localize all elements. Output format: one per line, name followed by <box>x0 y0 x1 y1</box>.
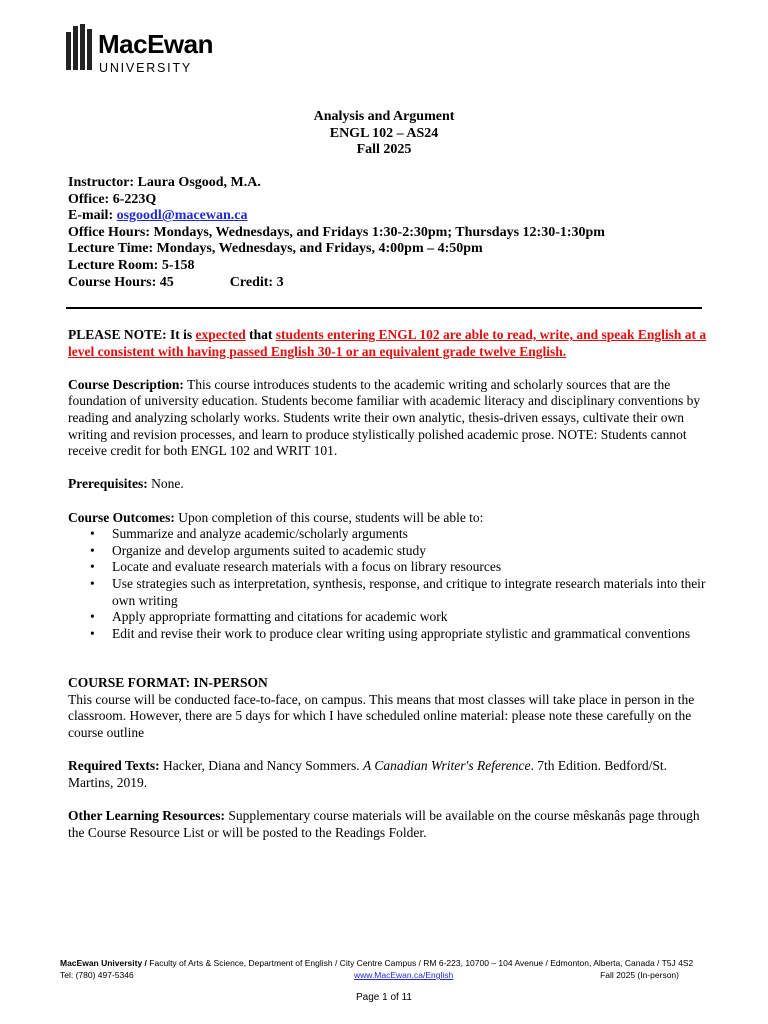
please-note <box>68 327 708 360</box>
list-item <box>90 542 708 560</box>
course-title: Analysis and Argument <box>313 109 455 124</box>
course-header <box>0 109 768 159</box>
page-number <box>0 992 768 1003</box>
footer-term: Fall 2025 (In-person) <box>600 970 679 980</box>
texts-after: . 7th Edition. Bedford/St. Martins, 2019. <box>68 758 668 790</box>
outcome-text: Edit and revise their work to produce clear writing using appropriate stylistic and grammatical conventions <box>112 625 691 641</box>
footer-address: Faculty of Arts & Science, Department of English / City Centre Campus / RM 6-223, 10700 – 104 Avenue / Edmonton, Alberta, Canada / T5J 4S2 <box>146 958 694 968</box>
instructor: Instructor: Laura Osgood, M.A. <box>68 175 261 190</box>
footer-contact-line <box>60 969 710 981</box>
outcomes-label: Course Outcomes: <box>68 509 175 525</box>
resources-text: Supplementary course materials will be available on the course mêskanâs page through the Course Resource List or will be posted to the Readings Folder. <box>68 808 700 840</box>
bullet-icon: • <box>90 575 95 591</box>
footer-website-link[interactable]: www.MacEwan.ca/English <box>354 970 454 980</box>
outcome-text: Organize and develop arguments suited to academic study <box>112 542 427 558</box>
prerequisites <box>68 476 708 493</box>
page-total: 11 <box>401 992 412 1003</box>
course-format-text: This course will be conducted face-to-face, on campus. This means that most classes will take place in person in the classroom. However, there are 5 days for which I have scheduled online material: please note these carefully on the course outline <box>68 691 695 741</box>
outcome-text: Use strategies such as interpretation, synthesis, response, and critique to integrate research materials into their own writing <box>112 575 706 608</box>
course-outcomes <box>68 510 708 527</box>
description-text: This course introduces students to the academic writing and scholarly sources that are the foundation of university education. Students become familiar with academic literacy and disciplinary conventions by reading and analyzing scholarly works. Students write their own analytic, thesis-driven essays, cultivate their own writing and revision processes, and learn to produce stylistically polished academic prose. NOTE: Students cannot receive credit for both ENGL 102 and WRIT 101. <box>68 376 701 459</box>
list-item <box>90 559 708 576</box>
outcome-text: Apply appropriate formatting and citations for academic work <box>112 609 448 625</box>
prerequisites-text: None. <box>147 476 184 492</box>
texts-title: A Canadian Writer's Reference <box>363 758 531 774</box>
logo-wordmark: MacEwan <box>98 29 213 59</box>
email-label: E-mail: <box>68 208 114 224</box>
note-lead: PLEASE NOTE: It is <box>68 327 196 342</box>
course-hours: Course Hours: 45 <box>68 274 174 290</box>
course-term: Fall 2025 <box>356 142 412 157</box>
texts-before: Hacker, Diana and Nancy Sommers. <box>159 758 364 774</box>
list-item <box>90 575 708 609</box>
bullet-icon: • <box>90 609 95 625</box>
macewan-logo <box>66 24 216 76</box>
prerequisites-label: Prerequisites: <box>68 476 148 492</box>
bullet-icon: • <box>90 625 95 641</box>
lecture-time: Lecture Time: Mondays, Wednesdays, and Fridays, 4:00pm – 4:50pm <box>68 241 483 257</box>
course-info <box>68 175 605 291</box>
note-that: that <box>245 327 276 342</box>
email-link[interactable]: osgoodl@macewan.ca <box>116 208 248 224</box>
page-footer <box>60 957 710 981</box>
resources-label: Other Learning Resources: <box>68 808 225 824</box>
footer-org: MacEwan University / <box>60 958 147 968</box>
syllabus-body <box>68 327 708 841</box>
list-item <box>90 625 708 643</box>
list-item <box>90 526 708 543</box>
page-prefix: Page <box>356 992 383 1003</box>
email-line <box>68 208 605 225</box>
course-format-heading <box>68 675 708 692</box>
texts-label: Required Texts: <box>68 758 160 774</box>
footer-tel: Tel: (780) 497-5346 <box>60 970 134 980</box>
lecture-room: Lecture Room: 5-158 <box>68 257 195 273</box>
bullet-icon: • <box>90 559 95 575</box>
other-resources <box>68 808 708 841</box>
bullet-icon: • <box>90 542 95 558</box>
logo-subtitle: UNIVERSITY <box>99 61 193 75</box>
outcomes-list <box>90 526 708 642</box>
macewan-logo-mark-icon <box>66 24 96 70</box>
course-code: ENGL 102 – AS24 <box>329 125 439 141</box>
footer-address-line <box>60 957 710 969</box>
note-expected: expected <box>195 327 246 342</box>
outcomes-text: Upon completion of this course, students will be able to: <box>174 509 484 525</box>
note-requirement: students entering ENGL 102 are able to read, write, and speak English at a level consistent with having passed English 30-1 or an equivalent grade twelve English. <box>68 327 707 359</box>
outcome-text: Summarize and analyze academic/scholarly arguments <box>112 526 408 542</box>
horizontal-rule <box>66 307 702 309</box>
credit: Credit: 3 <box>229 274 284 290</box>
page-of: of <box>387 992 402 1003</box>
page-current: 1 <box>382 992 388 1003</box>
bullet-icon: • <box>90 526 95 542</box>
office: Office: 6-223Q <box>68 191 157 207</box>
list-item <box>90 609 708 626</box>
office-hours: Office Hours: Mondays, Wednesdays, and Fridays 1:30-2:30pm; Thursdays 12:30-1:30pm <box>68 224 605 240</box>
outcome-text: Locate and evaluate research materials with a focus on library resources <box>112 559 502 575</box>
required-texts <box>68 758 708 791</box>
description-label: Course Description: <box>68 376 184 392</box>
format-heading-text: COURSE FORMAT: IN-PERSON <box>68 675 268 691</box>
hours-credit-line <box>68 275 605 292</box>
course-description <box>68 377 708 460</box>
